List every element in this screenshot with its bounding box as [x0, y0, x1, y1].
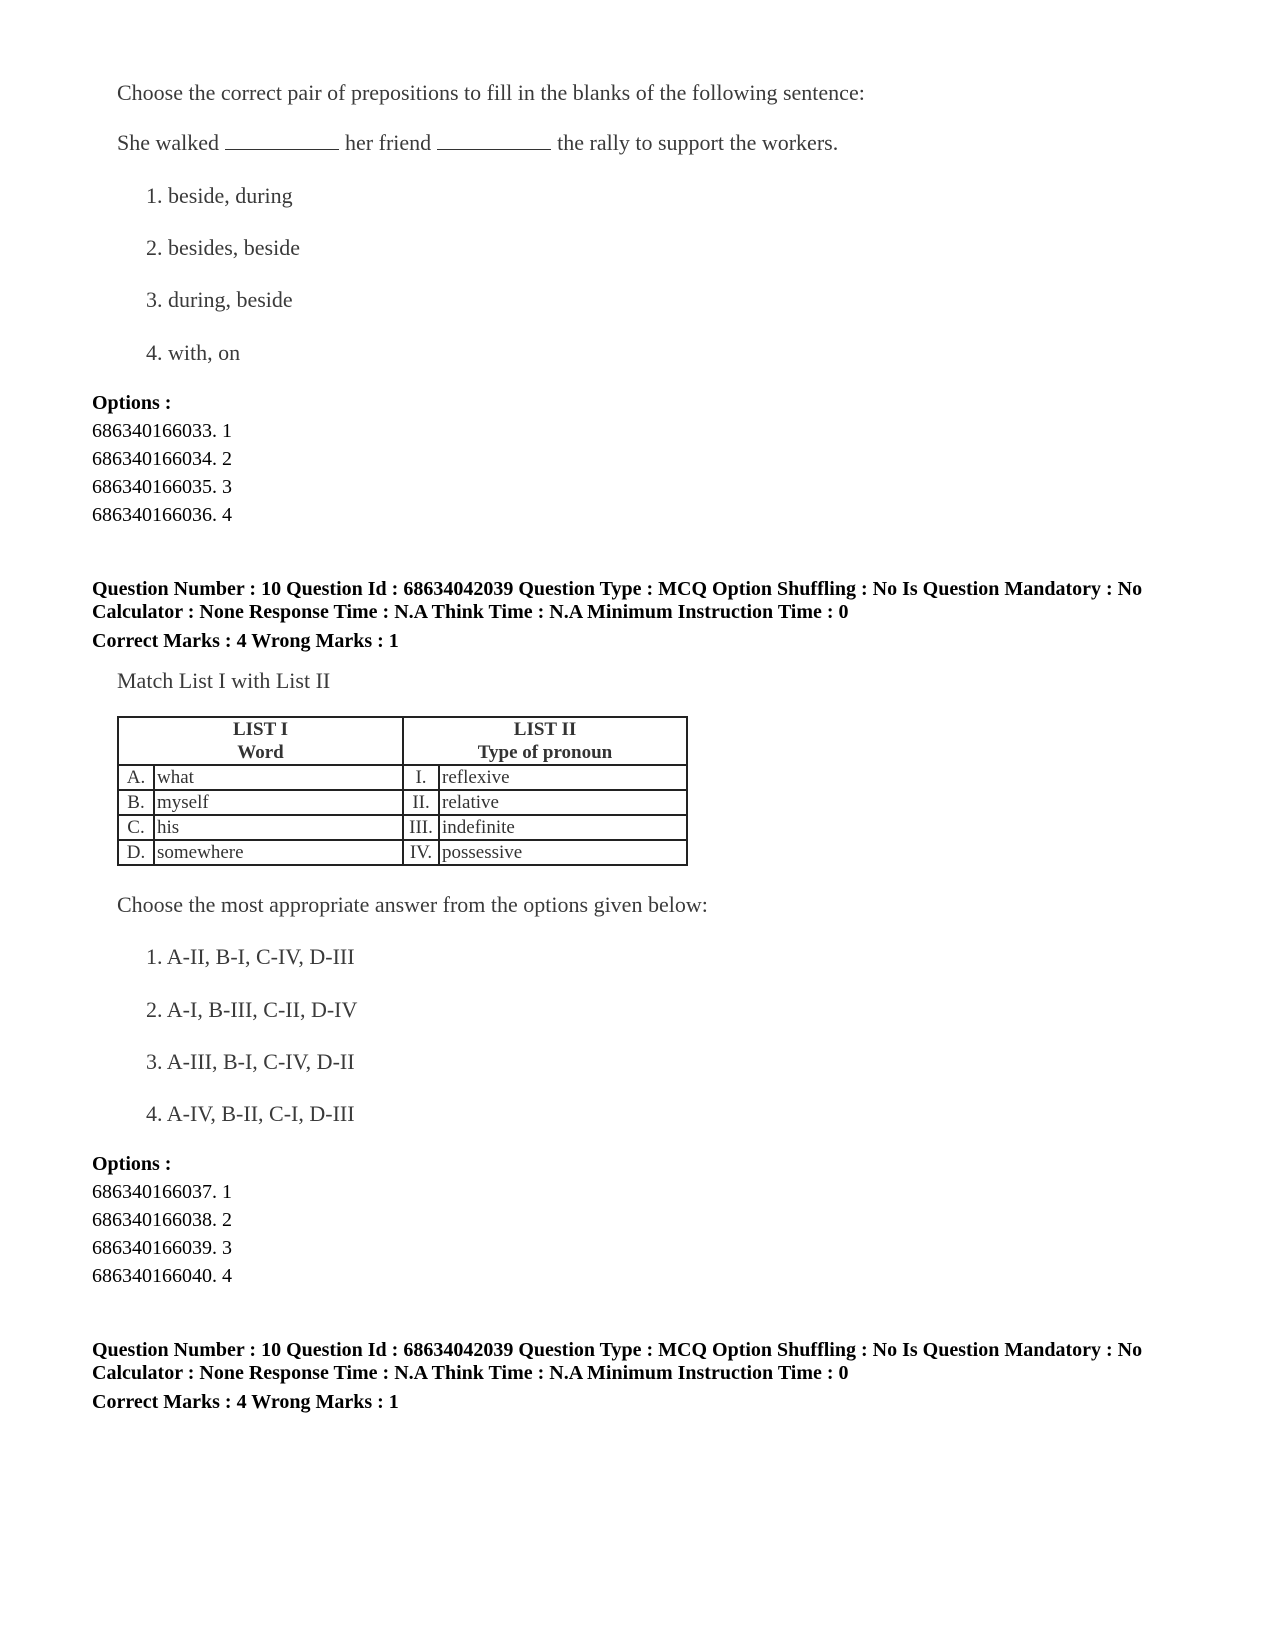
q9-options-label: Options : — [92, 392, 172, 414]
list1-word: his — [154, 815, 403, 840]
next-q-marks: Correct Marks : 4 Wrong Marks : 1 — [92, 1391, 399, 1413]
list2-label: I. — [403, 765, 439, 790]
q9-choice-3: 3. during, beside — [146, 287, 293, 312]
q10-prompt: Match List I with List II — [117, 668, 331, 693]
q9-option-1: 686340166033. 1 — [92, 420, 232, 442]
q9-sentence-part3: the rally to support the workers. — [557, 130, 839, 155]
q9-sentence-part1: She walked — [117, 130, 220, 155]
q10-marks: Correct Marks : 4 Wrong Marks : 1 — [92, 630, 399, 652]
list1-header — [118, 717, 403, 765]
list2-header — [403, 717, 687, 765]
q10-option-3: 686340166039. 3 — [92, 1237, 232, 1259]
list2-type: possessive — [439, 840, 687, 865]
q9-choice-4: 4. with, on — [146, 340, 241, 365]
q9-prompt: Choose the correct pair of prepositions to fill in the blanks of the following sentence: — [117, 80, 865, 105]
q10-choice-2: 2. A-I, B-III, C-II, D-IV — [146, 997, 358, 1022]
match-table — [117, 716, 688, 866]
q9-options-list — [92, 417, 232, 529]
list1-title: LIST I — [232, 719, 289, 740]
table-row — [118, 840, 687, 865]
table-row — [118, 790, 687, 815]
q9-choice-2: 2. besides, beside — [146, 235, 300, 260]
match-table-header — [118, 717, 687, 765]
q9-option-3: 686340166035. 3 — [92, 476, 232, 498]
list1-label: B. — [118, 790, 154, 815]
q10-option-1: 686340166037. 1 — [92, 1181, 232, 1203]
q10-option-2: 686340166038. 2 — [92, 1209, 232, 1231]
list1-word: myself — [154, 790, 403, 815]
list2-type: reflexive — [439, 765, 687, 790]
q10-option-4: 686340166040. 4 — [92, 1265, 232, 1287]
q10-choice-1: 1. A-II, B-I, C-IV, D-III — [146, 944, 355, 969]
q9-option-4: 686340166036. 4 — [92, 504, 232, 526]
q10-choice-4: 4. A-IV, B-II, C-I, D-III — [146, 1101, 355, 1126]
q10-options-list — [92, 1178, 232, 1290]
list1-label: C. — [118, 815, 154, 840]
blank-2 — [437, 131, 551, 150]
blank-1 — [225, 131, 339, 150]
q9-option-2: 686340166034. 2 — [92, 448, 232, 470]
list2-type: relative — [439, 790, 687, 815]
q10-choice-3: 3. A-III, B-I, C-IV, D-II — [146, 1049, 355, 1074]
list2-label: IV. — [403, 840, 439, 865]
list2-subtitle: Type of pronoun — [477, 742, 613, 763]
list1-word: what — [154, 765, 403, 790]
q9-sentence-part2: her friend — [345, 130, 432, 155]
list2-label: III. — [403, 815, 439, 840]
q9-choice-1: 1. beside, during — [146, 183, 293, 208]
list2-type: indefinite — [439, 815, 687, 840]
q9-sentence — [117, 130, 838, 156]
table-row — [118, 815, 687, 840]
next-q-meta: Question Number : 10 Question Id : 68634042039 Question Type : MCQ Option Shuffling : No Is Question Mandatory : No Calculator : None Response Time : N.A Think Time : N.A Minimum Instruction Time : 0 — [92, 1339, 1143, 1384]
list1-label: A. — [118, 765, 154, 790]
q10-options-label: Options : — [92, 1153, 172, 1175]
list1-word: somewhere — [154, 840, 403, 865]
list1-subtitle: Word — [237, 742, 284, 763]
list1-label: D. — [118, 840, 154, 865]
q10-meta: Question Number : 10 Question Id : 68634042039 Question Type : MCQ Option Shuffling : No Is Question Mandatory : No Calculator : None Response Time : N.A Think Time : N.A Minimum Instruction Time : 0 — [92, 578, 1143, 623]
q10-instruction: Choose the most appropriate answer from the options given below: — [117, 892, 708, 917]
table-row — [118, 765, 687, 790]
list2-label: II. — [403, 790, 439, 815]
list2-title: LIST II — [513, 719, 577, 740]
